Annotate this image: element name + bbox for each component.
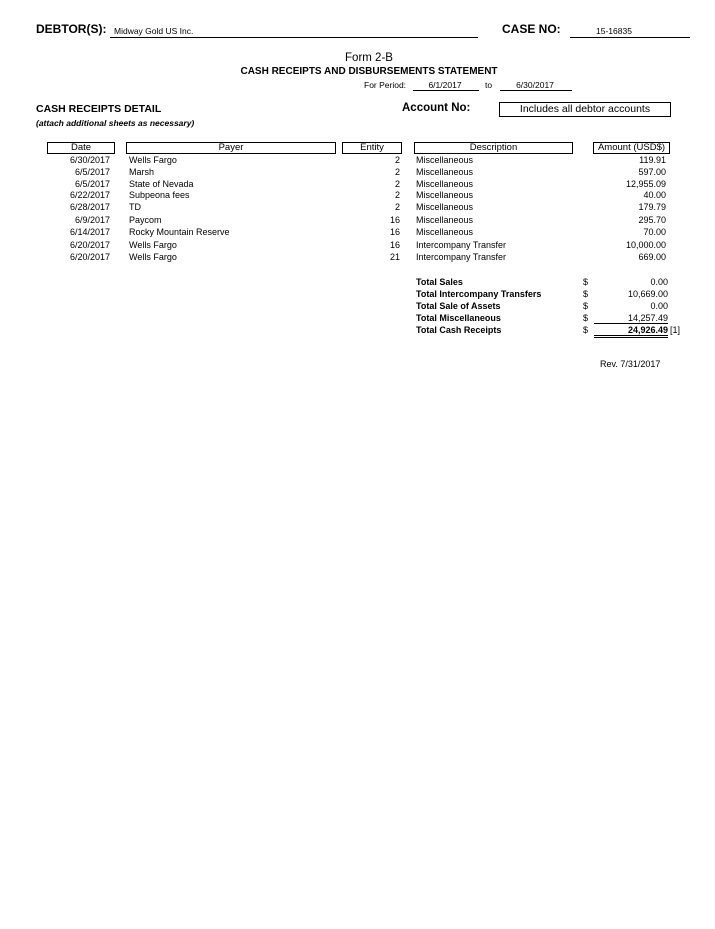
total-amount: 0.00 — [650, 277, 668, 287]
cell-amount: 597.00 — [638, 167, 666, 177]
cell-entity: 16 — [389, 227, 400, 237]
cell-payer: Subpeona fees — [129, 190, 190, 200]
section-title: CASH RECEIPTS DETAIL — [36, 103, 162, 115]
cell-entity: 2 — [394, 202, 400, 212]
total-currency: $ — [583, 301, 589, 311]
total-label: Total Cash Receipts — [416, 325, 502, 335]
cell-payer: TD — [129, 202, 141, 212]
grand-total-rule-2 — [594, 337, 668, 338]
total-currency: $ — [583, 289, 589, 299]
column-header-description: Description — [414, 142, 573, 154]
cell-entity: 2 — [394, 155, 400, 165]
case-value: 15-16835 — [596, 26, 632, 36]
cell-entity: 2 — [394, 167, 400, 177]
table-row — [0, 201, 715, 213]
total-label: Total Sale of Assets — [416, 301, 501, 311]
case-underline — [570, 37, 690, 38]
cell-description: Miscellaneous — [416, 215, 474, 225]
cell-payer: Wells Fargo — [129, 252, 177, 262]
total-currency: $ — [583, 277, 589, 287]
cell-amount: 40.00 — [643, 190, 666, 200]
cell-date: 6/22/2017 — [69, 190, 110, 200]
case-label: CASE NO: — [502, 22, 561, 36]
cell-description: Miscellaneous — [416, 190, 474, 200]
cell-payer: Paycom — [129, 215, 162, 225]
total-amount: 24,926.49 — [627, 325, 668, 335]
table-row — [0, 251, 715, 263]
cell-amount: 70.00 — [643, 227, 666, 237]
total-label: Total Intercompany Transfers — [416, 289, 542, 299]
total-row-sales — [0, 276, 715, 288]
cell-payer: Marsh — [129, 167, 155, 177]
cell-description: Intercompany Transfer — [416, 252, 507, 262]
total-amount: 14,257.49 — [627, 313, 668, 323]
cell-amount: 119.91 — [639, 155, 666, 165]
cell-payer: State of Nevada — [129, 179, 194, 189]
table-row — [0, 166, 715, 178]
section-note: (attach additional sheets as necessary) — [36, 118, 195, 128]
total-row-sale-of-assets — [0, 300, 715, 312]
period-label: For Period: — [364, 80, 407, 90]
table-row — [0, 214, 715, 226]
total-currency: $ — [583, 313, 589, 323]
cell-description: Miscellaneous — [416, 202, 474, 212]
cell-date: 6/20/2017 — [69, 252, 110, 262]
period-from: 6/1/2017 — [428, 80, 462, 90]
footnote-ref: [1] — [670, 325, 681, 335]
column-header-entity: Entity — [342, 142, 402, 154]
account-value: Includes all debtor accounts — [499, 102, 671, 117]
cell-payer: Wells Fargo — [129, 155, 177, 165]
period-from-underline — [413, 90, 479, 91]
cell-date: 6/28/2017 — [69, 202, 110, 212]
total-label: Total Miscellaneous — [416, 313, 501, 323]
cell-payer: Rocky Mountain Reserve — [129, 227, 230, 237]
cell-entity: 16 — [389, 240, 400, 250]
form-number: Form 2-B — [345, 52, 393, 64]
table-row — [0, 239, 715, 251]
cell-description: Miscellaneous — [416, 167, 474, 177]
cell-amount: 295.70 — [638, 215, 666, 225]
cell-entity: 16 — [389, 215, 400, 225]
total-amount: 0.00 — [650, 301, 668, 311]
period-to: 6/30/2017 — [516, 80, 554, 90]
column-header-amount: Amount (USD$) — [593, 142, 670, 154]
total-label: Total Sales — [416, 277, 463, 287]
cell-description: Intercompany Transfer — [416, 240, 507, 250]
grand-total-rule-1 — [594, 335, 668, 336]
debtor-label: DEBTOR(S): — [36, 22, 107, 36]
cell-entity: 2 — [394, 179, 400, 189]
cell-date: 6/30/2017 — [69, 155, 110, 165]
cell-date: 6/5/2017 — [74, 179, 110, 189]
cell-date: 6/9/2017 — [74, 215, 110, 225]
cell-amount: 10,000.00 — [625, 240, 666, 250]
revision: Rev. 7/31/2017 — [600, 359, 661, 369]
cell-description: Miscellaneous — [416, 179, 474, 189]
cell-date: 6/20/2017 — [69, 240, 110, 250]
table-row — [0, 154, 715, 166]
cell-description: Miscellaneous — [416, 227, 474, 237]
total-row-intercompany — [0, 288, 715, 300]
debtor-underline — [110, 37, 478, 38]
total-currency: $ — [583, 325, 589, 335]
cell-description: Miscellaneous — [416, 155, 474, 165]
column-header-date: Date — [47, 142, 115, 154]
column-header-payer: Payer — [126, 142, 336, 154]
cell-amount: 179.79 — [638, 202, 666, 212]
cell-entity: 21 — [389, 252, 400, 262]
cell-entity: 2 — [394, 190, 400, 200]
period-to-underline — [500, 90, 572, 91]
cell-amount: 669.00 — [638, 252, 666, 262]
total-amount: 10,669.00 — [627, 289, 668, 299]
cell-amount: 12,955.09 — [625, 179, 666, 189]
period-to-label: to — [485, 80, 493, 90]
table-row — [0, 189, 715, 201]
table-row — [0, 226, 715, 238]
cell-date: 6/14/2017 — [69, 227, 110, 237]
cell-date: 6/5/2017 — [74, 167, 110, 177]
debtor-value: Midway Gold US Inc. — [114, 26, 194, 36]
form-title: CASH RECEIPTS AND DISBURSEMENTS STATEMENT — [240, 66, 498, 77]
cell-payer: Wells Fargo — [129, 240, 177, 250]
account-label: Account No: — [402, 102, 471, 114]
